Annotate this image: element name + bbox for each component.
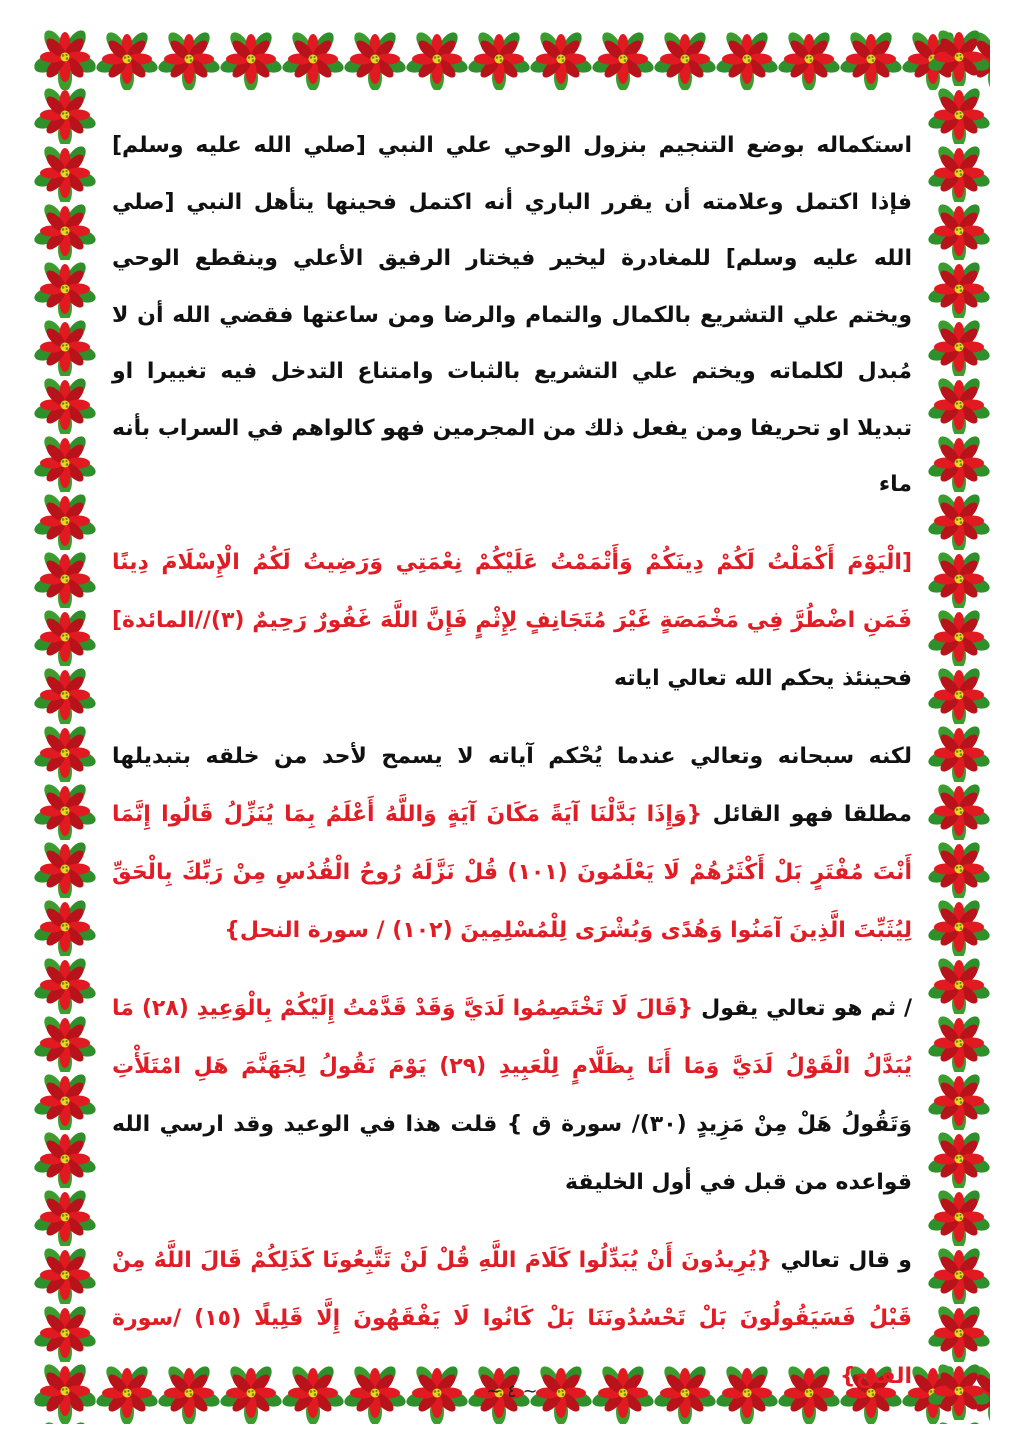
quran-verse: {يُرِيدُونَ أَنْ يُبَدِّلُوا كَلَامَ اللَّهِ قُلْ لَنْ تَتَّبِعُونَا كَذَلِكُمْ قَالَ اللَّهُ مِنْ قَبْلُ فَسَيَقُولُونَ بَلْ تَحْسُدُونَنَا بَلْ كَانُوا لَا يَفْقَهُونَ إِلَّا قَلِيلًا (١٥) /سورة الفتح} <box>112 1247 912 1389</box>
paragraph-3 <box>112 728 912 960</box>
page-number: ~ ٤ ~ <box>486 1381 538 1402</box>
paragraph-1 <box>112 118 912 514</box>
quran-verse: {قَالَ لَا تَخْتَصِمُوا لَدَيَّ وَقَدْ قَدَّمْتُ إِلَيْكُمْ بِالْوَعِيدِ (٢٨) مَا يُبَدَّلُ الْقَوْلُ لَدَيَّ وَمَا أَنَا بِظَلَّامٍ لِلْعَبِيدِ (٢٩) يَوْمَ نَقُولُ لِجَهَنَّمَ هَلِ امْتَلَأْتِ <box>112 995 912 1079</box>
body-text: / ثم هو تعالي يقول <box>693 995 912 1021</box>
border-left <box>34 28 96 1424</box>
body-text: لكنه سبحانه وتعالي عندما يُحْكم آياته لا يسمح لأحد من خلقه بتبديلها مطلقا فهو القائل <box>112 743 912 827</box>
poinsettia-flower-icon <box>928 28 990 1424</box>
paragraph-4 <box>112 980 912 1212</box>
body-text: وَتَقُولُ هَلْ مِنْ مَزِيدٍ (٣٠)/ سورة ق } قلت هذا في الوعيد وقد ارسي الله قواعده من قبل في أول الخليقة <box>112 1111 912 1195</box>
poinsettia-flower-icon <box>34 28 990 90</box>
quran-verse: [الْيَوْمَ أَكْمَلْتُ لَكُمْ دِينَكُمْ وَأَتْمَمْتُ عَلَيْكُمْ نِعْمَتِي وَرَضِيتُ لَكُمُ الْإِسْلَامَ دِينًا فَمَنِ اضْطُرَّ فِي مَخْمَصَةٍ غَيْرَ مُتَجَانِفٍ لِإِثْمٍ فَإِنَّ اللَّهَ غَفُورٌ رَحِيمٌ (٣)//المائدة] <box>112 549 912 633</box>
quran-verse: {وَإِذَا بَدَّلْنَا آيَةً مَكَانَ آيَةٍ وَاللَّهُ أَعْلَمُ بِمَا يُنَزِّلُ قَالُوا إِنَّمَا أَنْتَ مُفْتَرٍ بَلْ أَكْثَرُهُمْ لَا يَعْلَمُونَ (١٠١) قُلْ نَزَّلَهُ رُوحُ الْقُدُسِ مِنْ رَبِّكَ بِالْحَقِّ لِيُثَبِّتَ الَّذِينَ آمَنُوا وَهُدًى وَبُشْرَى لِلْمُسْلِمِينَ (١٠٢) / سورة النحل} <box>112 801 912 943</box>
paragraph-2 <box>112 534 912 708</box>
poinsettia-flower-icon <box>34 28 96 1424</box>
body-text: و قال تعالي <box>772 1247 912 1273</box>
paragraph-5 <box>112 1232 912 1406</box>
body-text: فحينئذ يحكم الله تعالي اياته <box>614 665 912 691</box>
body-text: استكماله بوضع التنجيم بنزول الوحي علي النبي [صلي الله عليه وسلم] فإذا اكتمل وعلامته أن يقرر الباري أنه اكتمل فحينها يتأهل النبي [صلي الله عليه وسلم] للمغادرة ليخير فيختار الرفيق الأعلي وينقطع الوحي ويختم علي التشريع بالكمال والتمام والرضا ومن ساعتها فقضي الله أن لا مُبدل لكلماته ويختم علي التشريع بالثبات وامتناع التدخل فيه تغييرا او تبديلا او تحريفا ومن يفعل ذلك من المجرمين فهو كالواهم في السراب بأنه ماء <box>112 133 912 497</box>
border-right <box>928 28 990 1424</box>
border-top <box>34 28 990 90</box>
page-body <box>112 118 912 1426</box>
